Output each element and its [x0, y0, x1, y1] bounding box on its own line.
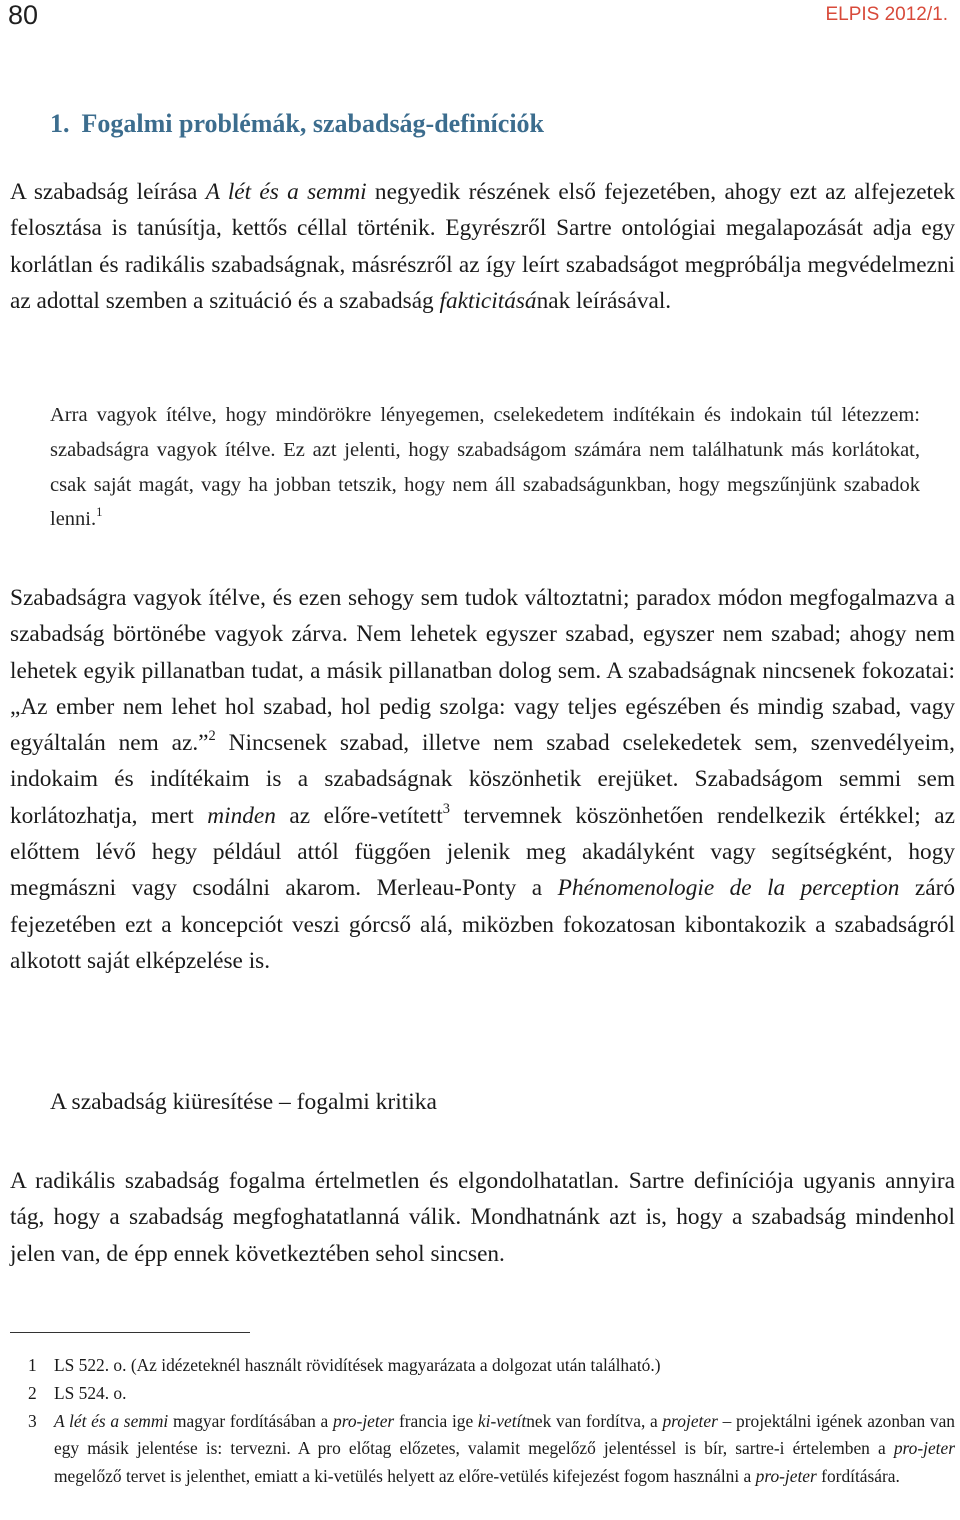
footnote-number: 1: [28, 1355, 37, 1375]
section-title: Fogalmi problémák, szabadság-definíciók: [81, 109, 545, 138]
text-run: az előre-vetített: [275, 802, 443, 829]
footnote-3: [10, 1408, 955, 1491]
emphasis: minden: [207, 802, 276, 829]
text-run: tervemnek köszönhetően rendelkezik értékkel; az előttem lévő hegy például attól függően jelenik meg akadályként vagy segítségként, hogy megmászni vagy csodálni akarom. Merleau-Ponty a: [10, 802, 955, 902]
text-run: A szabadság leírása: [10, 179, 206, 205]
emphasis: fakticitásá: [439, 287, 537, 314]
text-run: Nincsenek szabad, illetve nem szabad cselekedetek sem, szenvedélyeim, indokaim és indítékaim is a szabadságnak köszönhetik erejüket. Szabadságom semmi sem korlátozhatja, mert: [10, 730, 955, 829]
text-run: fordítására.: [816, 1466, 900, 1487]
footnote-divider: [10, 1332, 250, 1333]
footnotes: [10, 1352, 955, 1491]
paragraph-main: [10, 580, 955, 979]
footnote-ref-3[interactable]: 3: [442, 800, 450, 817]
journal-reference: ELPIS 2012/1.: [825, 4, 948, 25]
section-heading: [50, 109, 544, 139]
book-title: Phénomenologie de la perception: [557, 875, 900, 902]
emphasis: pro-jeter: [333, 1410, 395, 1431]
text-run: nek van fordítva, a: [526, 1410, 663, 1431]
book-title: A lét és a semmi: [205, 179, 367, 205]
text-run: francia ige: [394, 1410, 478, 1431]
footnote-ref-1[interactable]: 1: [96, 505, 103, 520]
block-quote: [50, 398, 920, 537]
footnote-text: [54, 1408, 955, 1491]
footnote-number: 2: [28, 1382, 37, 1403]
text-run: nak leírásával.: [536, 287, 672, 314]
emphasis: pro-jeter: [893, 1438, 955, 1459]
text-run: – projektálni igének azonban van egy másik jelentése is: tervezni. A pro előtag előzetes, valamit megelőző jelentéssel is bír, sartre-i értelemben a: [54, 1410, 955, 1459]
footnote-ref-2[interactable]: 2: [208, 727, 216, 744]
emphasis: projeter: [662, 1410, 718, 1431]
footnote-text: LS 524. o.: [54, 1382, 127, 1403]
quote-text: Arra vagyok ítélve, hogy mindörökre lényegemen, cselekedetem indítékain és indokain túl létezzem: szabadságra vagyok ítélve. Ez azt jelenti, hogy szabadságom számára nem találhatunk más korlátokat, csak saját magát, vagy ha jobban tetszik, hogy nem áll szabadságunkban, hogy megszűnjünk szabadok lenni.: [50, 404, 920, 531]
text-run: Szabadságra vagyok ítélve, és ezen sehogy sem tudok változtatni; paradox módon megfogalmazva a szabadság börtönébe vagyok zárva. Nem lehetek egyszer szabad, egyszer nem szabad; ahogy nem lehetek egyik pillanatban tudat, a másik pillanatban dolog sem. A szabadságnak nincsenek fokozatai: „Az ember nem lehet hol szabad, hol pedig szolga: vagy teljes egészében és mindig szabad, vagy egyáltalán nem az.”: [10, 585, 955, 757]
subheading: A szabadság kiüresítése – fogalmi kritika: [50, 1089, 437, 1115]
text-run: magyar fordításában a: [168, 1410, 334, 1431]
book-title: A lét és a semmi: [54, 1410, 169, 1431]
footnote-1: [10, 1352, 955, 1380]
text-run: negyedik részének első fejezetében, ahogy ezt az alfejezetek felosztása is tanúsítja, kettős céllal történik. Egyrészről Sartre ontológiai megalapozását adja egy korlátlan és radikális szabadságnak, másrészről az így leírt szabadságot megpróbálja megvédelmezni az adottal szemben a szituáció és a szabadság: [10, 179, 955, 314]
page-number: 80: [8, 0, 39, 30]
paragraph-critique: A radikális szabadság fogalma értelmetlen és elgondolhatatlan. Sartre definíciója ugyanis annyira tág, hogy a szabadság megfoghatatlanná válik. Mondhatnánk azt is, hogy a szabadság mindenhol jelen van, de épp ennek következtében sehol sincsen.: [10, 1168, 955, 1267]
text-run: záró fejezetében ezt a koncepciót veszi górcső alá, miközben fokozatosan kibontakozik a szabadságról alkotott saját elképzelése is.: [10, 875, 955, 974]
footnote-number: 3: [28, 1410, 37, 1431]
footnote-2: [10, 1380, 955, 1408]
text-run: megelőző tervet is jelenthet, emiatt a ki-vetülés helyett az előre-vetülés kifejezést fogom használni a: [54, 1466, 756, 1487]
paragraph-intro: [10, 174, 955, 319]
footnote-text: LS 522. o. (Az idézeteknél használt rövidítések magyarázata a dolgozat után található.): [54, 1355, 661, 1375]
section-number: 1.: [50, 109, 70, 138]
emphasis: ki-vetít: [477, 1410, 527, 1431]
emphasis: pro-jeter: [755, 1466, 817, 1487]
